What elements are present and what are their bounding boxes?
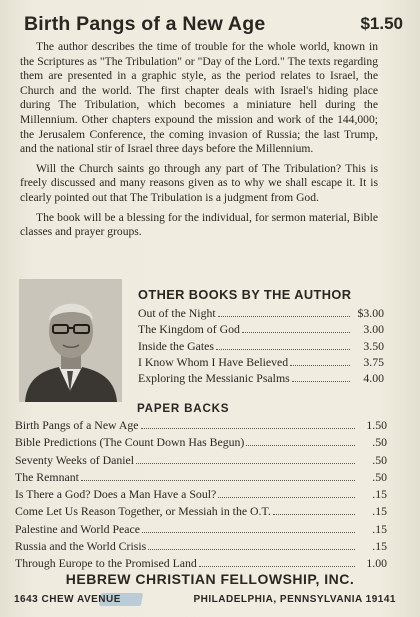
book-item-price: $3.00 — [357, 306, 384, 320]
leader-dots — [290, 364, 350, 366]
book-item-price: 3.50 — [363, 338, 384, 353]
list-item — [15, 469, 387, 486]
book-item-price: 3.75 — [363, 354, 384, 369]
leader-dots — [246, 444, 355, 446]
book-item-title: The Kingdom of God — [138, 322, 240, 337]
paperback-item-price: 1.00 — [366, 556, 387, 571]
publisher-footer — [0, 571, 420, 617]
paperback-item-title: Birth Pangs of a New Age — [15, 418, 139, 432]
description-paragraph: The book will be a blessing for the individual, for sermon material, Bible classes and prayer groups. — [20, 210, 378, 239]
list-item — [15, 521, 387, 538]
paper-backs-list — [15, 417, 387, 573]
list-item — [15, 503, 387, 520]
leader-dots — [148, 548, 355, 550]
leader-dots — [242, 331, 350, 333]
description-paragraph: The author describes the time of trouble for the whole world, known in the Scriptures as "The Tribulation" or "Day of the Lord." The texts regarding them are presented in a graphic style, as the period relates to Israel, the Church and the world. The first chapter deals with Israel's hiding place during The Tribulation, which becomes a miniature hell during the Millennium. Other chapters expound the mission and work of the 144,000; the Jerusalem Conference, the coming invasion of Russia; the last Trump, and the national stir of Israel three days before the Millennium. — [20, 40, 378, 156]
list-item — [15, 434, 387, 451]
leader-dots — [142, 531, 355, 533]
list-item — [138, 354, 384, 370]
paperback-item-title: Bible Predictions (The Count Down Has Begun) — [15, 435, 245, 450]
book-price: $1.50 — [360, 14, 403, 33]
paperback-item-title: Seventy Weeks of Daniel — [15, 452, 135, 467]
paperback-item-title: Come Let Us Reason Together, or Messiah in the O.T. — [15, 504, 271, 519]
paperback-item-title: Palestine and World Peace — [15, 521, 140, 536]
leader-dots — [141, 427, 355, 429]
paperback-item-price: .50 — [372, 469, 387, 484]
paperback-item-price: .15 — [372, 487, 387, 502]
paperback-item-price: .50 — [372, 435, 387, 450]
leader-dots — [199, 565, 355, 567]
paperback-item-title: Russia and the World Crisis — [15, 539, 147, 554]
leader-dots — [292, 380, 350, 382]
paperback-item-price: .15 — [372, 504, 387, 519]
list-item — [138, 321, 384, 337]
paperback-item-price: .50 — [372, 452, 387, 467]
list-item — [138, 370, 384, 386]
paperback-item-title: Through Europe to the Promised Land — [15, 556, 197, 571]
author-photo — [19, 279, 122, 402]
paperback-item-price: .15 — [372, 539, 387, 554]
other-books-list — [138, 287, 384, 386]
leader-dots — [218, 315, 350, 317]
city-address: PHILADELPHIA, PENNSYLVANIA 19141 — [193, 594, 396, 605]
book-title: Birth Pangs of a New Age — [24, 13, 266, 35]
paperback-item-title: The Remnant — [15, 469, 79, 484]
author-portrait-image — [19, 279, 122, 402]
list-item — [15, 538, 387, 555]
paper-backs-heading: PAPER BACKS — [137, 402, 230, 415]
book-item-price: 3.00 — [363, 322, 384, 337]
list-item — [138, 305, 384, 321]
leader-dots — [136, 462, 355, 464]
book-item-title: I Know Whom I Have Believed — [138, 354, 289, 369]
description-paragraph: Will the Church saints go through any part of The Tribulation? This is freely discussed and many reasons given as to why we shall escape it. It is clearly pointed out that The Tribulation is a judgment from God. — [20, 161, 378, 204]
street-address: 1643 CHEW AVENUE — [14, 594, 121, 605]
book-description — [20, 40, 378, 245]
paperback-item-price: .15 — [372, 521, 387, 536]
other-books-heading: OTHER BOOKS BY THE AUTHOR — [138, 287, 352, 302]
leader-dots — [81, 479, 355, 481]
book-item-price: 4.00 — [363, 371, 384, 386]
book-item-title: Inside the Gates — [138, 338, 215, 353]
list-item — [138, 338, 384, 354]
book-item-title: Exploring the Messianic Psalms — [138, 371, 290, 386]
list-item — [15, 452, 387, 469]
list-item — [15, 417, 387, 434]
leader-dots — [273, 513, 355, 515]
organization-name: HEBREW CHRISTIAN FELLOWSHIP, INC. — [65, 571, 355, 587]
book-item-title: Out of the Night — [138, 306, 216, 320]
leader-dots — [218, 496, 355, 498]
list-item — [15, 486, 387, 503]
paperback-item-price: 1.50 — [366, 418, 387, 432]
leader-dots — [216, 348, 350, 350]
paperback-item-title: Is There a God? Does a Man Have a Soul? — [15, 487, 217, 502]
book-header — [18, 13, 403, 39]
